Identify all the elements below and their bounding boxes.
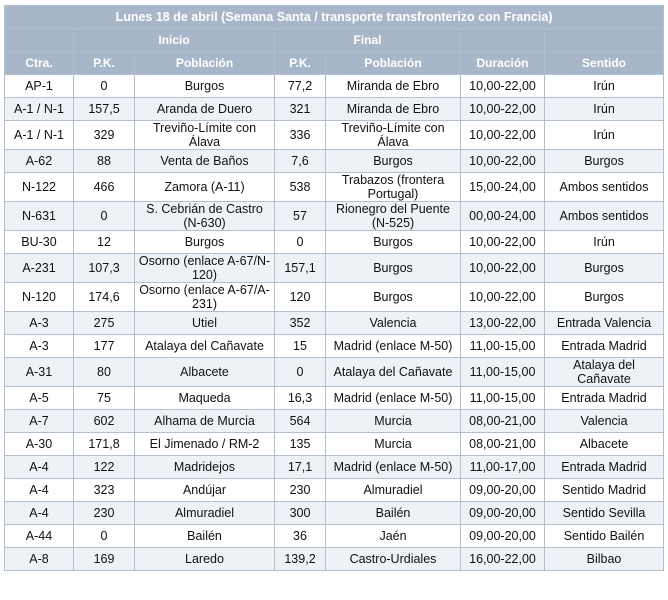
cell-ctra: A-4 [5,502,74,525]
cell-ctra: A-62 [5,150,74,173]
table-row [5,231,664,254]
cell-poblacion-final: Miranda de Ebro [326,75,461,98]
cell-pk-inicio: 157,5 [74,98,135,121]
table-row [5,387,664,410]
cell-duracion: 10,00-22,00 [461,98,545,121]
cell-pk-inicio: 107,3 [74,254,135,283]
table-row [5,410,664,433]
cell-poblacion-inicio: Almuradiel [135,502,275,525]
cell-poblacion-inicio: Andújar [135,479,275,502]
cell-poblacion-inicio: S. Cebrián de Castro (N-630) [135,202,275,231]
cell-sentido: Atalaya del Cañavate [545,358,664,387]
cell-poblacion-inicio: Bailén [135,525,275,548]
cell-poblacion-final: Treviño-Límite con Álava [326,121,461,150]
cell-pk-final: 300 [275,502,326,525]
column-header-ctra: Ctra. [5,52,74,75]
column-header-poblacion-final: Población [326,52,461,75]
column-header-pk-inicio: P.K. [74,52,135,75]
table-row [5,358,664,387]
cell-pk-inicio: 80 [74,358,135,387]
cell-sentido: Bilbao [545,548,664,571]
cell-duracion: 10,00-22,00 [461,254,545,283]
cell-sentido: Entrada Madrid [545,456,664,479]
cell-sentido: Albacete [545,433,664,456]
table-row [5,121,664,150]
cell-ctra: N-631 [5,202,74,231]
cell-duracion: 09,00-20,00 [461,525,545,548]
cell-pk-final: 36 [275,525,326,548]
table-row [5,433,664,456]
cell-ctra: AP-1 [5,75,74,98]
cell-pk-final: 17,1 [275,456,326,479]
cell-sentido: Entrada Valencia [545,312,664,335]
cell-poblacion-inicio: Osorno (enlace A-67/N-120) [135,254,275,283]
cell-pk-final: 0 [275,231,326,254]
cell-sentido: Entrada Madrid [545,335,664,358]
group-blank-cell [461,29,545,52]
cell-ctra: BU-30 [5,231,74,254]
cell-poblacion-final: Almuradiel [326,479,461,502]
cell-poblacion-inicio: Atalaya del Cañavate [135,335,275,358]
column-header-pk-final: P.K. [275,52,326,75]
cell-ctra: A-7 [5,410,74,433]
cell-sentido: Irún [545,75,664,98]
cell-duracion: 16,00-22,00 [461,548,545,571]
cell-pk-inicio: 171,8 [74,433,135,456]
cell-poblacion-inicio: Burgos [135,231,275,254]
cell-ctra: N-122 [5,173,74,202]
cell-poblacion-final: Burgos [326,254,461,283]
cell-duracion: 11,00-15,00 [461,335,545,358]
cell-poblacion-final: Burgos [326,283,461,312]
cell-ctra: A-3 [5,312,74,335]
cell-pk-inicio: 0 [74,202,135,231]
cell-poblacion-final: Rionegro del Puente (N-525) [326,202,461,231]
cell-duracion: 09,00-20,00 [461,479,545,502]
cell-poblacion-inicio: Madridejos [135,456,275,479]
table-row [5,98,664,121]
group-blank-cell [5,29,74,52]
cell-duracion: 15,00-24,00 [461,173,545,202]
cell-pk-inicio: 0 [74,525,135,548]
column-header-sentido: Sentido [545,52,664,75]
cell-pk-inicio: 275 [74,312,135,335]
cell-sentido: Irún [545,121,664,150]
cell-duracion: 10,00-22,00 [461,150,545,173]
cell-poblacion-final: Atalaya del Cañavate [326,358,461,387]
cell-sentido: Burgos [545,283,664,312]
cell-pk-inicio: 169 [74,548,135,571]
cell-poblacion-inicio: Aranda de Duero [135,98,275,121]
cell-pk-final: 564 [275,410,326,433]
cell-duracion: 11,00-15,00 [461,387,545,410]
cell-pk-inicio: 0 [74,75,135,98]
cell-poblacion-final: Madrid (enlace M-50) [326,456,461,479]
cell-ctra: A-1 / N-1 [5,98,74,121]
cell-poblacion-final: Madrid (enlace M-50) [326,387,461,410]
cell-duracion: 11,00-17,00 [461,456,545,479]
cell-sentido: Burgos [545,254,664,283]
table-row [5,202,664,231]
cell-poblacion-final: Burgos [326,150,461,173]
cell-pk-final: 538 [275,173,326,202]
cell-sentido: Entrada Madrid [545,387,664,410]
table-row [5,173,664,202]
table-row [5,525,664,548]
cell-pk-inicio: 323 [74,479,135,502]
cell-duracion: 11,00-15,00 [461,358,545,387]
cell-duracion: 08,00-21,00 [461,410,545,433]
group-final: Final [275,29,461,52]
cell-pk-final: 7,6 [275,150,326,173]
cell-poblacion-inicio: Laredo [135,548,275,571]
table-row [5,456,664,479]
cell-poblacion-inicio: Treviño-Límite con Álava [135,121,275,150]
cell-pk-final: 0 [275,358,326,387]
cell-pk-inicio: 122 [74,456,135,479]
cell-ctra: A-5 [5,387,74,410]
cell-pk-final: 15 [275,335,326,358]
cell-poblacion-final: Trabazos (frontera Portugal) [326,173,461,202]
table-row [5,150,664,173]
cell-poblacion-inicio: Osorno (enlace A-67/A-231) [135,283,275,312]
cell-pk-final: 120 [275,283,326,312]
cell-sentido: Irún [545,231,664,254]
cell-poblacion-inicio: El Jimenado / RM-2 [135,433,275,456]
cell-pk-inicio: 177 [74,335,135,358]
cell-sentido: Burgos [545,150,664,173]
table-row [5,283,664,312]
cell-duracion: 10,00-22,00 [461,121,545,150]
cell-poblacion-final: Bailén [326,502,461,525]
table-row [5,502,664,525]
cell-poblacion-final: Murcia [326,410,461,433]
cell-pk-final: 135 [275,433,326,456]
cell-ctra: A-3 [5,335,74,358]
column-header-poblacion-inicio: Población [135,52,275,75]
cell-sentido: Valencia [545,410,664,433]
cell-poblacion-inicio: Albacete [135,358,275,387]
cell-sentido: Ambos sentidos [545,202,664,231]
cell-poblacion-inicio: Utiel [135,312,275,335]
traffic-restrictions-table [4,5,664,571]
cell-poblacion-final: Burgos [326,231,461,254]
cell-poblacion-final: Valencia [326,312,461,335]
cell-pk-inicio: 466 [74,173,135,202]
cell-pk-inicio: 230 [74,502,135,525]
table-row [5,312,664,335]
cell-pk-final: 321 [275,98,326,121]
cell-poblacion-final: Jaén [326,525,461,548]
table-body [5,75,664,571]
cell-poblacion-inicio: Zamora (A-11) [135,173,275,202]
cell-sentido: Ambos sentidos [545,173,664,202]
cell-pk-inicio: 88 [74,150,135,173]
cell-ctra: A-30 [5,433,74,456]
cell-ctra: A-31 [5,358,74,387]
cell-ctra: A-1 / N-1 [5,121,74,150]
cell-duracion: 00,00-24,00 [461,202,545,231]
group-blank-cell [545,29,664,52]
cell-pk-final: 157,1 [275,254,326,283]
column-header-duracion: Duración [461,52,545,75]
cell-pk-inicio: 329 [74,121,135,150]
cell-pk-final: 139,2 [275,548,326,571]
cell-ctra: A-231 [5,254,74,283]
traffic-table-container [4,5,663,571]
cell-pk-inicio: 602 [74,410,135,433]
group-inicio: Inicio [74,29,275,52]
cell-ctra: A-4 [5,479,74,502]
cell-sentido: Sentido Madrid [545,479,664,502]
cell-duracion: 08,00-21,00 [461,433,545,456]
cell-duracion: 10,00-22,00 [461,283,545,312]
cell-poblacion-inicio: Alhama de Murcia [135,410,275,433]
cell-duracion: 10,00-22,00 [461,231,545,254]
table-row [5,335,664,358]
cell-poblacion-final: Miranda de Ebro [326,98,461,121]
table-row [5,479,664,502]
table-row [5,75,664,98]
cell-poblacion-final: Castro-Urdiales [326,548,461,571]
cell-ctra: A-4 [5,456,74,479]
cell-pk-inicio: 75 [74,387,135,410]
group-header-row [5,29,664,52]
cell-pk-inicio: 12 [74,231,135,254]
cell-ctra: N-120 [5,283,74,312]
table-row [5,254,664,283]
cell-ctra: A-8 [5,548,74,571]
table-title: Lunes 18 de abril (Semana Santa / transporte transfronterizo con Francia) [5,6,664,29]
cell-duracion: 13,00-22,00 [461,312,545,335]
column-header-row [5,52,664,75]
cell-pk-final: 352 [275,312,326,335]
cell-sentido: Sentido Bailén [545,525,664,548]
cell-duracion: 09,00-20,00 [461,502,545,525]
cell-pk-final: 77,2 [275,75,326,98]
table-title-row [5,6,664,29]
cell-pk-inicio: 174,6 [74,283,135,312]
table-row [5,548,664,571]
cell-ctra: A-44 [5,525,74,548]
cell-poblacion-inicio: Venta de Baños [135,150,275,173]
cell-sentido: Irún [545,98,664,121]
cell-pk-final: 336 [275,121,326,150]
cell-poblacion-final: Madrid (enlace M-50) [326,335,461,358]
cell-pk-final: 57 [275,202,326,231]
cell-duracion: 10,00-22,00 [461,75,545,98]
cell-poblacion-inicio: Maqueda [135,387,275,410]
cell-pk-final: 230 [275,479,326,502]
cell-poblacion-inicio: Burgos [135,75,275,98]
cell-poblacion-final: Murcia [326,433,461,456]
cell-sentido: Sentido Sevilla [545,502,664,525]
cell-pk-final: 16,3 [275,387,326,410]
